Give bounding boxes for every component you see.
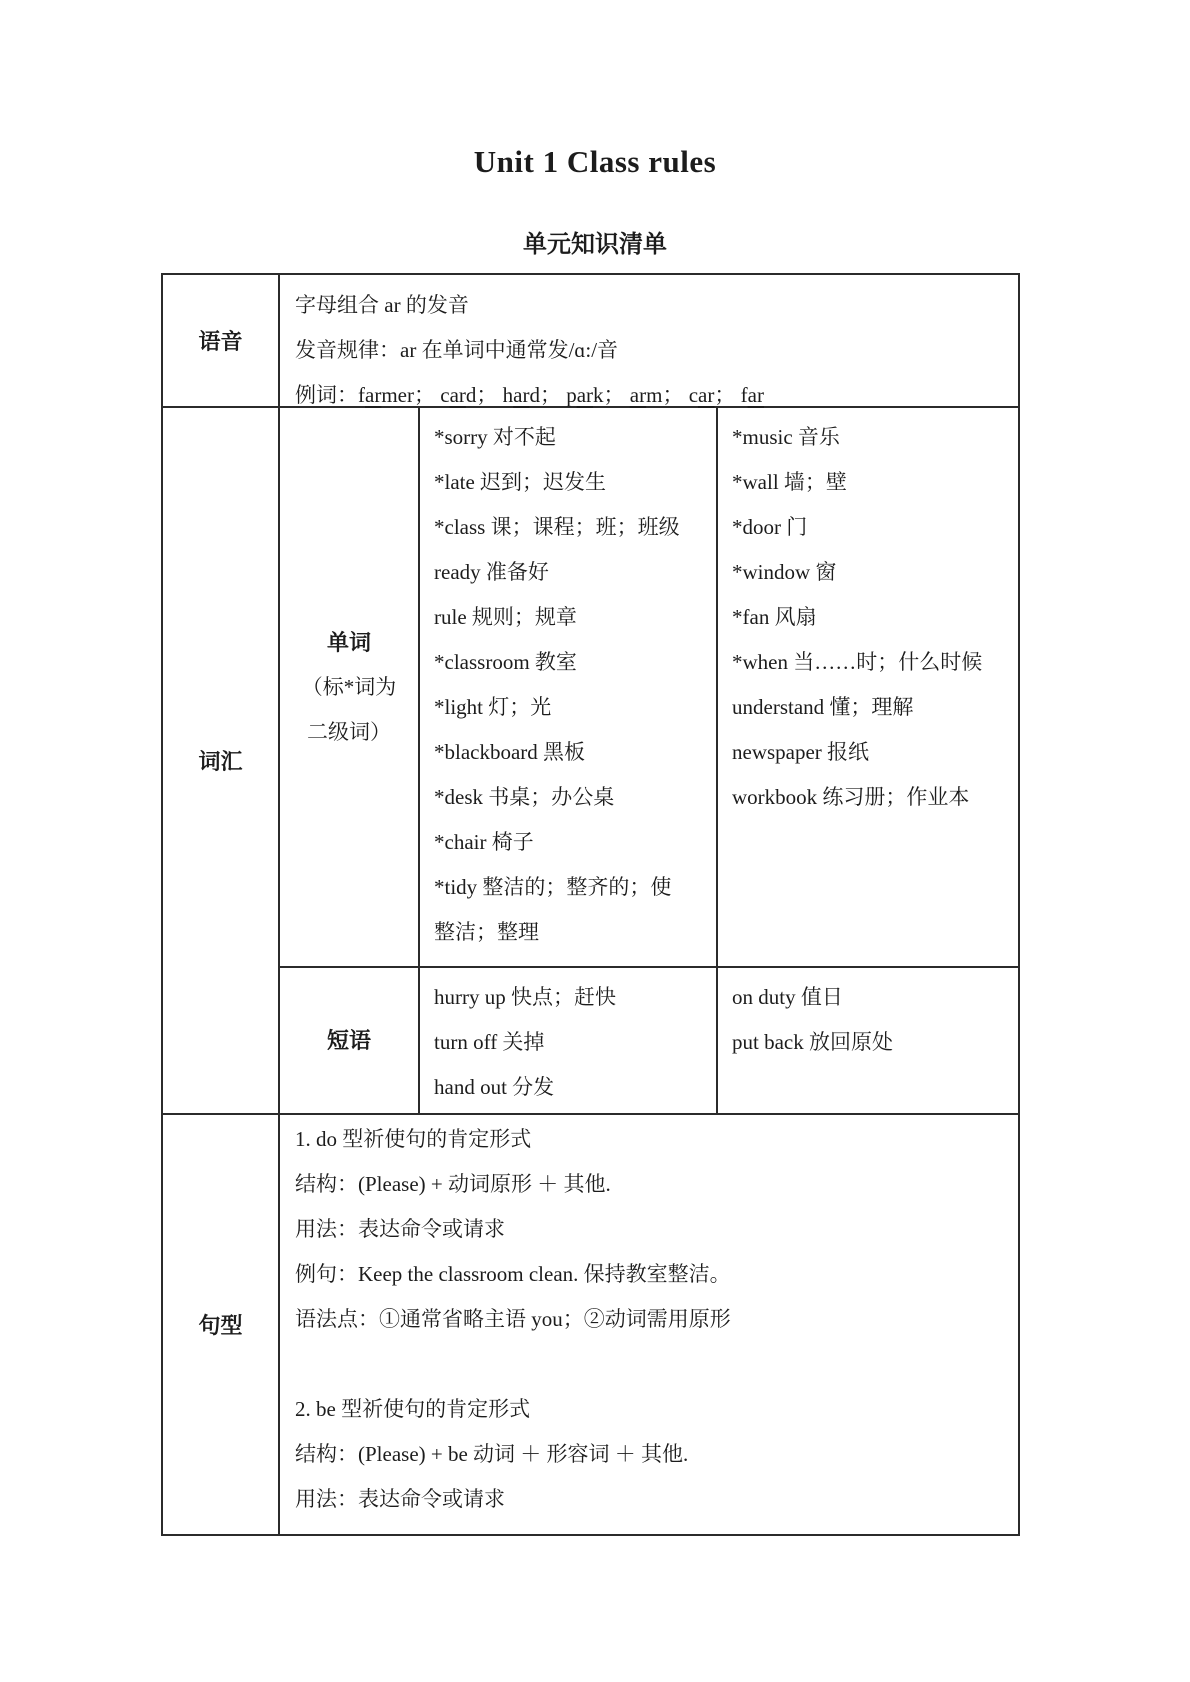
text-line: 1. do 型祈使句的肯定形式 (295, 1127, 532, 1151)
phrases-sublabel-title: 短语 (326, 1028, 371, 1053)
text-line: *sorry 对不起 (434, 425, 556, 449)
text-line: newspaper 报纸 (732, 740, 870, 764)
text-line: ready 准备好 (434, 560, 549, 584)
text-line: 用法：表达命令或请求 (295, 1487, 505, 1511)
text-line: workbook 练习册；作业本 (732, 785, 970, 809)
text-line: 2. be 型祈使句的肯定形式 (295, 1397, 531, 1421)
text-line: *tidy 整洁的；整齐的；使 (434, 875, 672, 899)
text-line: 例句：Keep the classroom clean. 保持教室整洁。 (295, 1262, 731, 1286)
subrow-phrases (280, 968, 1018, 1113)
row-phonetics (163, 275, 1018, 408)
knowledge-table (161, 273, 1020, 1536)
text-line: 语法点：①通常省略主语 you；②动词需用原形 (295, 1307, 731, 1331)
words-sublabel-title: 单词 (326, 629, 371, 655)
vocabulary-content (280, 408, 1018, 1113)
patterns-content (280, 1115, 1018, 1534)
phonetics-label: 语音 (163, 275, 280, 406)
text-line: hurry up 快点；赶快 (434, 985, 616, 1009)
phrases-column-2 (718, 968, 1018, 1113)
subrow-words (280, 408, 1018, 968)
text-line: *fan 风扇 (732, 605, 817, 629)
patterns-label: 句型 (163, 1115, 280, 1534)
text-line (295, 1342, 1012, 1387)
text-line: put back 放回原处 (732, 1030, 893, 1054)
underlined-ar-segment: ar (365, 383, 382, 407)
phrases-sublabel (280, 968, 420, 1113)
text-line: *when 当……时；什么时候 (732, 650, 983, 674)
phonetics-content (280, 275, 1018, 406)
text-line: understand 懂；理解 (732, 695, 914, 719)
text-line: turn off 关掉 (434, 1030, 545, 1054)
text-line: 发音规律：ar 在单词中通常发/ɑ:/音 (295, 338, 619, 362)
text-line: *classroom 教室 (434, 650, 577, 674)
text-line: *class 课；课程；班；班级 (434, 515, 680, 539)
text-line: hand out 分发 (434, 1075, 555, 1099)
text-line: rule 规则；规章 (434, 605, 577, 629)
text-line: *desk 书桌；办公桌 (434, 785, 615, 809)
words-sublabel-note-1: （标*词为 (301, 674, 397, 699)
underlined-ar-segment: ar (576, 383, 594, 407)
text-line: *blackboard 黑板 (434, 740, 586, 764)
words-column-1 (420, 408, 718, 966)
phonetics-lines (295, 283, 1012, 373)
text-line: *door 门 (732, 515, 808, 539)
text-line: 整洁；整理 (434, 920, 539, 944)
text-line: 结构：(Please) + be 动词 ＋ 形容词 ＋ 其他. (295, 1442, 689, 1466)
words-column-2 (718, 408, 1018, 966)
vocabulary-label: 词汇 (163, 408, 280, 1113)
underlined-ar-segment: ar (513, 383, 530, 407)
underlined-ar-segment: ar (747, 383, 764, 407)
underlined-ar-segment: ar (449, 383, 466, 407)
text-line: 字母组合 ar 的发音 (295, 293, 469, 317)
phrases-column-1 (420, 968, 718, 1113)
row-vocabulary (163, 408, 1018, 1115)
underlined-ar-segment: ar (698, 383, 715, 407)
text-line: *light 灯；光 (434, 695, 552, 719)
text-line: *late 迟到；迟发生 (434, 470, 607, 494)
text-line: *window 窗 (732, 560, 837, 584)
doc-subtitle: 单元知识清单 (523, 232, 667, 258)
underlined-ar-segment: ar (629, 383, 647, 407)
words-sublabel (280, 408, 420, 966)
text-line: 用法：表达命令或请求 (295, 1217, 505, 1241)
text-line: *chair 椅子 (434, 830, 534, 854)
page-title: Unit 1 Class rules (473, 144, 717, 179)
text-line: *wall 墙；壁 (732, 470, 847, 494)
text-line: *music 音乐 (732, 425, 840, 449)
phonetics-example-words-line: 例词：farmer； card； hard； park； arm； car； far (295, 383, 764, 407)
text-line: on duty 值日 (732, 985, 843, 1009)
words-sublabel-note-2: 二级词） (307, 719, 391, 744)
row-sentence-patterns (163, 1115, 1018, 1534)
text-line: 结构：(Please) + 动词原形 ＋ 其他. (295, 1172, 611, 1196)
